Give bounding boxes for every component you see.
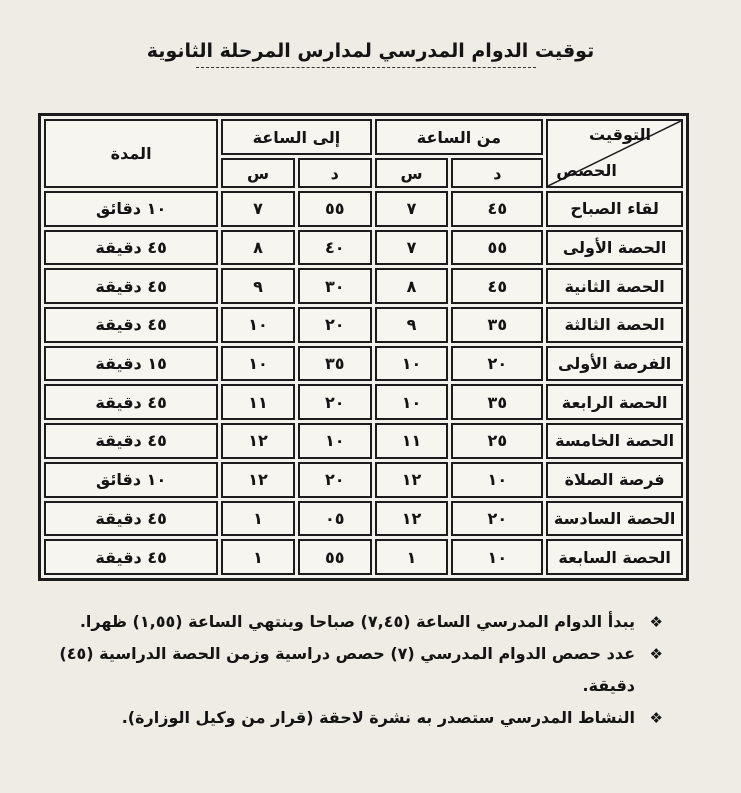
period-name: الحصة الرابعة	[546, 384, 683, 420]
from-minute: ٢٠	[451, 346, 543, 382]
period-name: الفرصة الأولى	[546, 346, 683, 382]
table-row	[44, 346, 683, 382]
to-minute: ٥٥	[298, 539, 372, 575]
period-name: فرصة الصلاة	[546, 462, 683, 498]
table-row	[44, 230, 683, 266]
from-hour: ١٢	[375, 501, 449, 537]
note-item	[40, 702, 663, 734]
period-name: الحصة الخامسة	[546, 423, 683, 459]
note-item	[40, 638, 663, 702]
from-minute: ١٠	[451, 462, 543, 498]
duration: ٤٥ دقيقة	[44, 501, 218, 537]
to-hour: ٧	[221, 191, 295, 227]
to-hour: ١٢	[221, 462, 295, 498]
from-minute: ٣٥	[451, 307, 543, 343]
table-row	[44, 462, 683, 498]
bullet-icon: ❖	[649, 709, 663, 727]
duration: ٤٥ دقيقة	[44, 268, 218, 304]
header-timing-periods	[546, 119, 683, 188]
table-row	[44, 307, 683, 343]
to-minute: ٢٠	[298, 307, 372, 343]
to-hour: ١	[221, 539, 295, 575]
header-from-minute: د	[451, 158, 543, 188]
to-minute: ٤٠	[298, 230, 372, 266]
note-text: النشاط المدرسي ستصدر به نشرة لاحقة (قرار من وكيل الوزارة).	[121, 708, 635, 727]
header-to-hour: س	[221, 158, 295, 188]
period-name: الحصة الثانية	[546, 268, 683, 304]
from-hour: ١٠	[375, 346, 449, 382]
from-hour: ٩	[375, 307, 449, 343]
from-hour: ١٢	[375, 462, 449, 498]
duration: ١٠ دقائق	[44, 191, 218, 227]
duration: ٤٥ دقيقة	[44, 539, 218, 575]
to-hour: ٨	[221, 230, 295, 266]
from-minute: ٢٠	[451, 501, 543, 537]
period-name: الحصة السابعة	[546, 539, 683, 575]
duration: ١٠ دقائق	[44, 462, 218, 498]
table-row	[44, 501, 683, 537]
from-hour: ٧	[375, 191, 449, 227]
header-duration: المدة	[44, 119, 218, 188]
to-hour: ٩	[221, 268, 295, 304]
header-from-time: من الساعة	[375, 119, 544, 155]
from-minute: ٤٥	[451, 268, 543, 304]
header-periods-label: الحصص	[556, 161, 617, 180]
duration: ٤٥ دقيقة	[44, 307, 218, 343]
table-row	[44, 384, 683, 420]
from-hour: ٧	[375, 230, 449, 266]
duration: ٤٥ دقيقة	[44, 423, 218, 459]
schedule-grid	[41, 116, 686, 578]
period-name: الحصة الأولى	[546, 230, 683, 266]
from-minute: ٥٥	[451, 230, 543, 266]
to-minute: ٢٠	[298, 462, 372, 498]
header-to-minute: د	[298, 158, 372, 188]
from-hour: ١	[375, 539, 449, 575]
duration: ٤٥ دقيقة	[44, 230, 218, 266]
bullet-icon: ❖	[649, 645, 663, 663]
to-hour: ١٠	[221, 346, 295, 382]
note-text: يبدأ الدوام المدرسي الساعة (٧,٤٥) صباحا وينتهي الساعة (١,٥٥) ظهرا.	[79, 612, 635, 631]
table-row	[44, 191, 683, 227]
period-name: الحصة الثالثة	[546, 307, 683, 343]
table-row	[44, 539, 683, 575]
header-to-time: إلى الساعة	[221, 119, 371, 155]
schedule-table	[38, 113, 689, 581]
to-minute: ٠٥	[298, 501, 372, 537]
from-minute: ١٠	[451, 539, 543, 575]
header-timing-label: التوقيت	[589, 125, 651, 144]
to-minute: ٣٠	[298, 268, 372, 304]
table-row	[44, 423, 683, 459]
to-hour: ١٢	[221, 423, 295, 459]
from-hour: ٨	[375, 268, 449, 304]
to-hour: ١٠	[221, 307, 295, 343]
period-name: لقاء الصباح	[546, 191, 683, 227]
from-minute: ٢٥	[451, 423, 543, 459]
to-minute: ١٠	[298, 423, 372, 459]
period-name: الحصة السادسة	[546, 501, 683, 537]
from-hour: ١١	[375, 423, 449, 459]
to-minute: ٣٥	[298, 346, 372, 382]
to-hour: ١١	[221, 384, 295, 420]
note-item	[40, 606, 663, 638]
notes-list	[40, 606, 663, 734]
bullet-icon: ❖	[649, 613, 663, 631]
to-minute: ٢٠	[298, 384, 372, 420]
from-minute: ٤٥	[451, 191, 543, 227]
from-minute: ٣٥	[451, 384, 543, 420]
page-title: توقيت الدوام المدرسي لمدارس المرحلة الثانوية	[146, 40, 595, 62]
to-minute: ٥٥	[298, 191, 372, 227]
to-hour: ١	[221, 501, 295, 537]
duration: ٤٥ دقيقة	[44, 384, 218, 420]
from-hour: ١٠	[375, 384, 449, 420]
title-underline	[196, 67, 536, 68]
note-text: عدد حصص الدوام المدرسي (٧) حصص دراسية وزمن الحصة الدراسية (٤٥) دقيقة.	[59, 644, 635, 695]
table-row	[44, 268, 683, 304]
duration: ١٥ دقيقة	[44, 346, 218, 382]
header-from-hour: س	[375, 158, 449, 188]
